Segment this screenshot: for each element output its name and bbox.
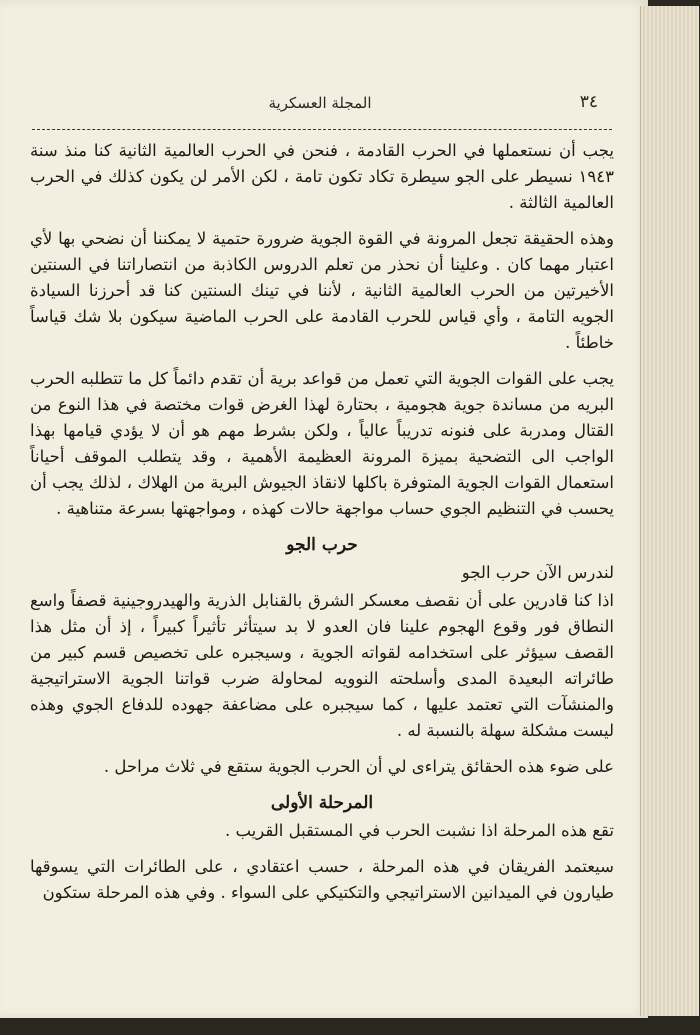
header-divider <box>32 129 612 130</box>
running-title: المجلة العسكرية <box>268 94 372 112</box>
phase-one-line: تقع هذه المرحلة اذا نشبت الحرب في المستقبل القريب . <box>224 821 614 840</box>
paragraph-3: يجب على القوات الجوية التي تعمل من قواعد برية أن تقدم دائماً كل ما تتطلبه الحرب البريه من مساندة جوية هجومية ، بحتارة لهذا الغرض قوات مختصة في هذا النوع من القتال ومدربة على فنونه تدريباً عالياً ، ولكن بشرط مهم هو أن لا يؤدي قيامها بهذا الواجب الى التضحية بميزة المرونة العظيمة الأهمية ، وقد يتطلب الموقف أحياناً استعمال القوات الجوية المتوفرة باكلها لانقاذ الجيوش البرية من الهلاك ، لذلك يجب أن يحسب في التنظيم الجوي حساب مواجهة حالات كهذه ، ومواجهتها بسرعة متناهية . <box>30 369 614 518</box>
section-heading-air-war: حرب الجو <box>286 535 358 555</box>
air-war-conclusion: على ضوء هذه الحقائق يتراءى لي أن الحرب الجوية ستقع في ثلاث مراحل . <box>103 757 614 776</box>
paragraph-1: يجب أن نستعملها في الحرب القادمة ، فنحن في الحرب العالمية الثانية كنا منذ سنة ١٩٤٣ نسيطر على الجو سيطرة تكاد تكون تامة ، لكن الأمر لن يكون كذلك في الحرب العالمية الثالثة . <box>30 141 614 212</box>
section-heading-phase-one: المرحلة الأولى <box>270 793 374 813</box>
air-war-intro-line: لندرس الآن حرب الجو <box>461 563 614 582</box>
page-stack-edge <box>640 6 699 1016</box>
page-number: ٣٤ <box>579 92 598 112</box>
phase-one-paragraph: سيعتمد الفريقان في هذه المرحلة ، حسب اعتقادي ، على الطائرات التي يسوقها طيارون في الميدانين الاستراتيجي والتكتيكي على السواء . وفي هذه المرحلة ستكون <box>30 857 614 902</box>
paragraph-2: وهذه الحقيقة تجعل المرونة في القوة الجوية ضرورة حتمية لا يمكننا أن نضحي بها لأي اعتبار مهما كان . وعلينا أن نحذر من تعلم الدروس الكاذبة من انتصاراتنا في السنتين الأخيرتين من الحرب العالمية الثانية ، لأننا في تينك السنتين كنا قد أحرزنا السيادة الجويه التامة ، وأي قياس للحرب القادمة على الحرب الماضية سيكون بلا شك قياساً خاطئاً . <box>30 229 614 352</box>
air-war-paragraph: اذا كنا قادرين على أن نقصف معسكر الشرق بالقنابل الذرية والهيدروجينية قصفاً واسع النطاق فور وقوع الهجوم علينا فان العدو لا بد سيتأثر تأثيراً كبيراً ، إذ أن مثل هذا القصف سيؤثر على استخدامه لقواته الجوية ، وسيجبره على تخصيص قسم كبير من طائراته البعيدة المدى وأسلحته النوويه لمحاولة ضرب قواتنا الجوية الاستراتيجية والمنشآت التي تعتمد عليها ، كما سيجبره على مضاعفة جهوده للدفاع الجوي وهذه ليست مشكلة سهلة بالنسبة له . <box>30 591 614 740</box>
page-header <box>40 92 608 118</box>
page-body <box>30 138 614 916</box>
